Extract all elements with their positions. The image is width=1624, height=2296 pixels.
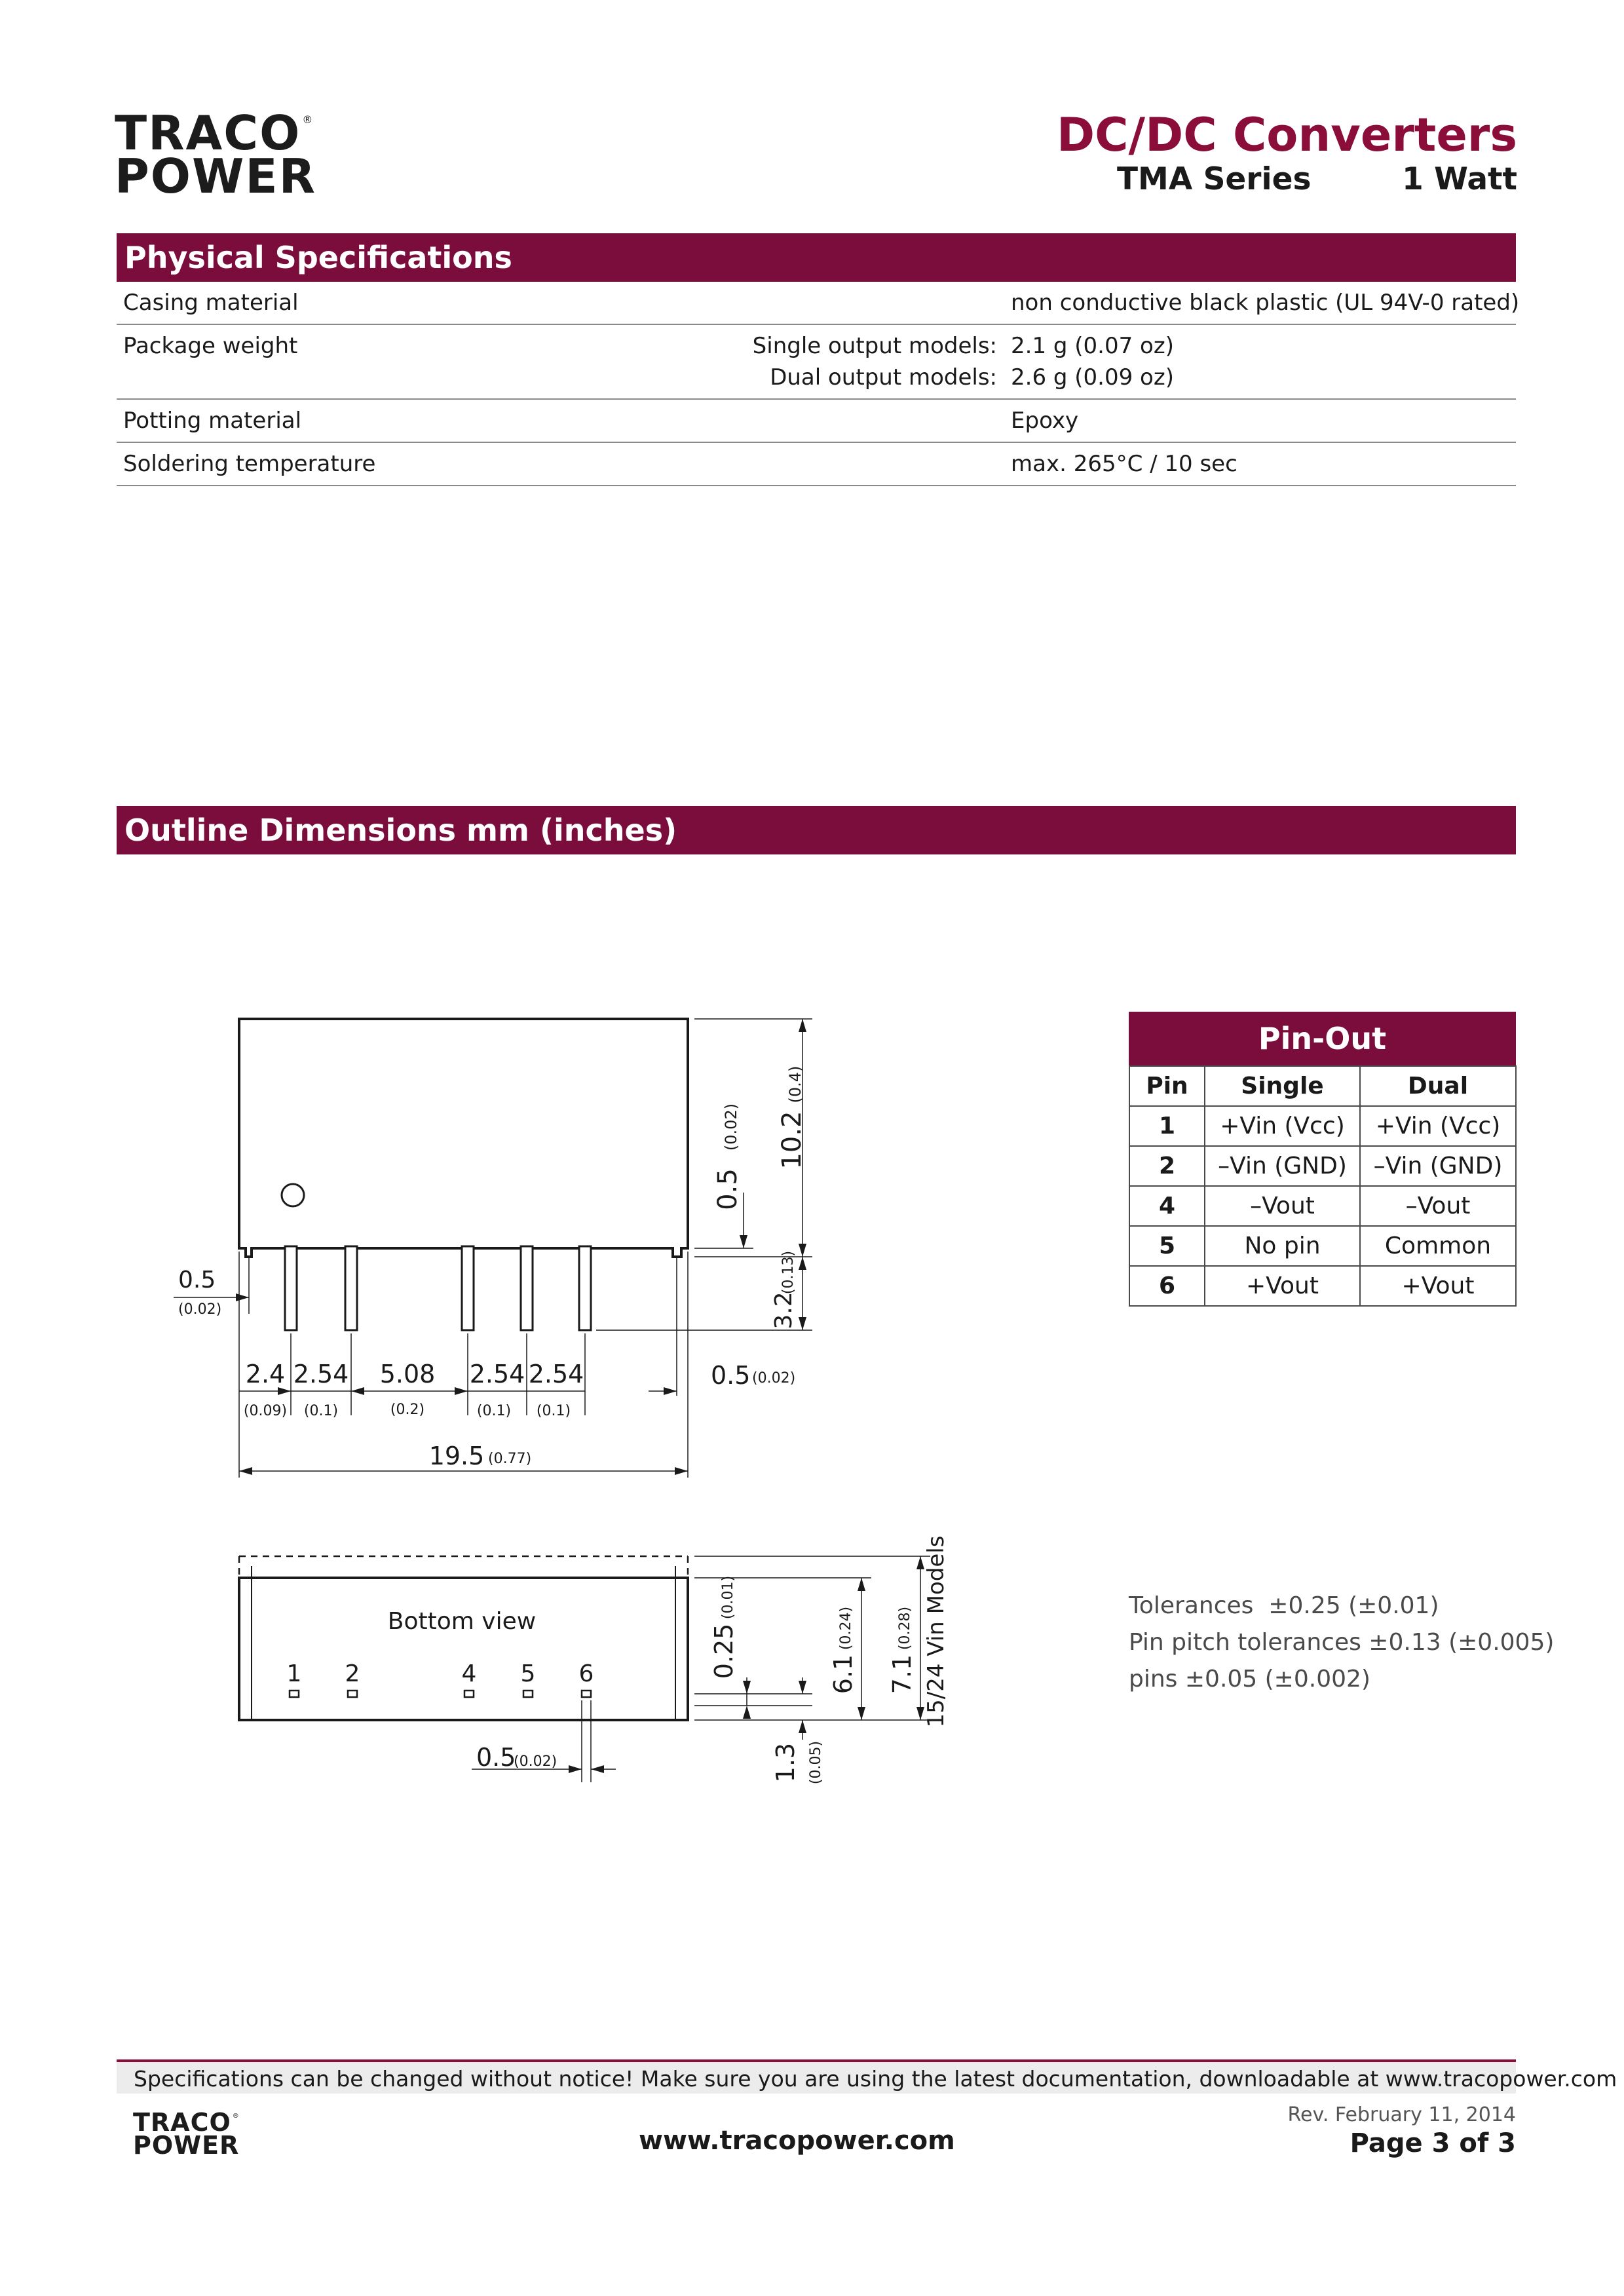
dim-length: 19.5: [428, 1442, 485, 1470]
dim-height-inch: (0.4): [786, 1065, 804, 1103]
tolerance-line-1: Tolerances ±0.25 (±0.01): [1129, 1592, 1439, 1619]
footer-url[interactable]: www.tracopower.com: [639, 2126, 955, 2156]
dim-pitch-2: 2.54: [293, 1360, 349, 1388]
dim-width-2-inch: (0.28): [897, 1606, 913, 1651]
dual-function: +Vout: [1360, 1266, 1516, 1306]
pin-pad: [290, 1691, 299, 1697]
footer-notice: Specifications can be changed without notice! Make sure you are using the latest documentation, downloadable at www.tracopower.com: [117, 2059, 1516, 2094]
footer-logo-line1: TRACO: [133, 2108, 231, 2137]
pin-pad: [582, 1691, 591, 1697]
dim-left-edge-inch: (0.02): [178, 1301, 222, 1318]
table-row: [1129, 1186, 1516, 1226]
spec-value-main: non conductive black plastic: [1011, 290, 1329, 316]
pin-number: 6: [1129, 1266, 1205, 1306]
single-function: –Vin (GND): [1205, 1146, 1360, 1186]
physical-specifications-title: Physical Specifications: [124, 240, 512, 275]
outline-dimensions-title: Outline Dimensions mm (inches): [124, 813, 677, 848]
dim-width: 6.1: [829, 1654, 858, 1694]
dim-edge: 0.25: [709, 1623, 738, 1679]
pin-label-6: 6: [578, 1660, 594, 1687]
single-function: –Vout: [1205, 1186, 1360, 1226]
single-function: No pin: [1205, 1226, 1360, 1266]
logo-line1: TRACO: [115, 105, 301, 161]
logo-registered-mark: ®: [302, 113, 314, 126]
pin-number: 5: [1129, 1226, 1205, 1266]
dim-right-edge-inch: (0.02): [752, 1370, 796, 1387]
footer-logo-line2: POWER: [133, 2130, 240, 2160]
weight-dual: 2.6 g: [1011, 364, 1068, 391]
pin1-marker: [282, 1184, 304, 1206]
dim-pitch-4-inch: (0.1): [476, 1403, 512, 1419]
bottom-view-drawing: [0, 1507, 1114, 1835]
spec-value: max. 265°C / 10 sec: [1011, 451, 1237, 477]
dual-function: Common: [1360, 1226, 1516, 1266]
spec-label: Package weight: [123, 333, 298, 359]
spec-value-note: (UL 94V-0 rated): [1335, 290, 1520, 316]
pin: [345, 1246, 357, 1330]
power-rating: 1 Watt: [1402, 161, 1517, 197]
spec-sublabel-single: Single output models:: [752, 333, 997, 359]
spec-label: Casing material: [123, 290, 299, 316]
logo-line2: POWER: [115, 149, 317, 204]
pin-label-1: 1: [286, 1660, 302, 1687]
page-title: DC/DC Converters: [1057, 108, 1517, 162]
module-outline-bottom: [239, 1578, 688, 1720]
table-row: [1129, 1106, 1516, 1146]
dim-pitch-5: 2.54: [528, 1360, 584, 1388]
weight-dual-oz: (0.09 oz): [1074, 364, 1174, 391]
pin-number: 2: [1129, 1146, 1205, 1186]
pin: [462, 1246, 474, 1330]
tolerance-line-2: Pin pitch tolerances ±0.13 (±0.005): [1129, 1629, 1555, 1656]
dim-pin-length: 3.2: [770, 1292, 797, 1330]
pin-pad: [464, 1691, 474, 1697]
footer-page-number: Page 3 of 3: [1350, 2128, 1516, 2158]
dim-pitch-2-inch: (0.1): [303, 1403, 339, 1419]
spec-label: Soldering temperature: [123, 451, 376, 477]
single-function: +Vin (Vcc): [1205, 1106, 1360, 1146]
dim-pitch-5-inch: (0.1): [536, 1403, 571, 1419]
footer-logo-registered: ®: [232, 2113, 240, 2120]
dim-pitch-3: 5.08: [379, 1360, 436, 1388]
pin-label-2: 2: [345, 1660, 360, 1687]
pin-number: 4: [1129, 1186, 1205, 1226]
pin-label-4: 4: [461, 1660, 477, 1687]
dim-offset-inch: (0.05): [808, 1740, 824, 1785]
pin: [285, 1246, 297, 1330]
dual-function: +Vin (Vcc): [1360, 1106, 1516, 1146]
weight-single-oz: (0.07 oz): [1074, 333, 1174, 359]
spec-value: Epoxy: [1011, 408, 1079, 434]
pin: [579, 1246, 591, 1330]
footer-revision: Rev. February 11, 2014: [1287, 2103, 1516, 2126]
pinout-heading: Pin-Out: [1129, 1012, 1516, 1065]
table-row: [1129, 1226, 1516, 1266]
dim-pin-length-inch: (0.13): [780, 1250, 797, 1295]
dim-edge-inch: (0.01): [720, 1575, 736, 1620]
tolerance-line-3: pins ±0.05 (±0.002): [1129, 1666, 1370, 1693]
dim-pitch-3-inch: (0.2): [390, 1402, 425, 1418]
module-body: [239, 1019, 688, 1257]
pin-label-5: 5: [520, 1660, 536, 1687]
table-row: [1129, 1266, 1516, 1306]
dim-length-inch: (0.77): [488, 1451, 532, 1467]
pin: [521, 1246, 533, 1330]
single-function: +Vout: [1205, 1266, 1360, 1306]
dim-width-inch: (0.24): [838, 1606, 854, 1651]
col-dual: Dual: [1360, 1066, 1516, 1106]
dim-height: 10.2: [777, 1111, 807, 1170]
pin-number: 1: [1129, 1106, 1205, 1146]
dim-standoff-inch: (0.02): [722, 1103, 740, 1151]
dim-offset: 1.3: [771, 1742, 800, 1783]
dual-function: –Vin (GND): [1360, 1146, 1516, 1186]
dim-pitch-1: 2.4: [245, 1360, 286, 1388]
pin-pad: [348, 1691, 357, 1697]
footer-logo: [133, 2108, 240, 2160]
dim-left-edge: 0.5: [178, 1267, 216, 1293]
dual-function: –Vout: [1360, 1186, 1516, 1226]
dim-pin-width-inch: (0.02): [514, 1753, 557, 1770]
spec-label: Potting material: [123, 408, 302, 434]
series-name: TMA Series: [1117, 161, 1312, 197]
pinout-header-row: [1129, 1066, 1516, 1106]
dim-pitch-1-inch: (0.09): [243, 1403, 288, 1419]
col-pin: Pin: [1129, 1066, 1205, 1106]
pinout-table: [1129, 1065, 1517, 1307]
dim-pin-width: 0.5: [476, 1743, 516, 1772]
dim-right-edge: 0.5: [711, 1361, 751, 1390]
col-single: Single: [1205, 1066, 1360, 1106]
weight-single: 2.1 g: [1011, 333, 1068, 359]
spec-sublabel-dual: Dual output models:: [770, 364, 997, 391]
dim-standoff: 0.5: [713, 1168, 743, 1210]
dim-pitch-4: 2.54: [469, 1360, 525, 1388]
dim-models-note: 15/24 Vin Models: [923, 1535, 949, 1728]
table-row: [1129, 1146, 1516, 1186]
dim-width-2: 7.1: [888, 1654, 916, 1694]
pin-pad: [523, 1691, 533, 1697]
bottom-view-label: Bottom view: [387, 1608, 537, 1635]
